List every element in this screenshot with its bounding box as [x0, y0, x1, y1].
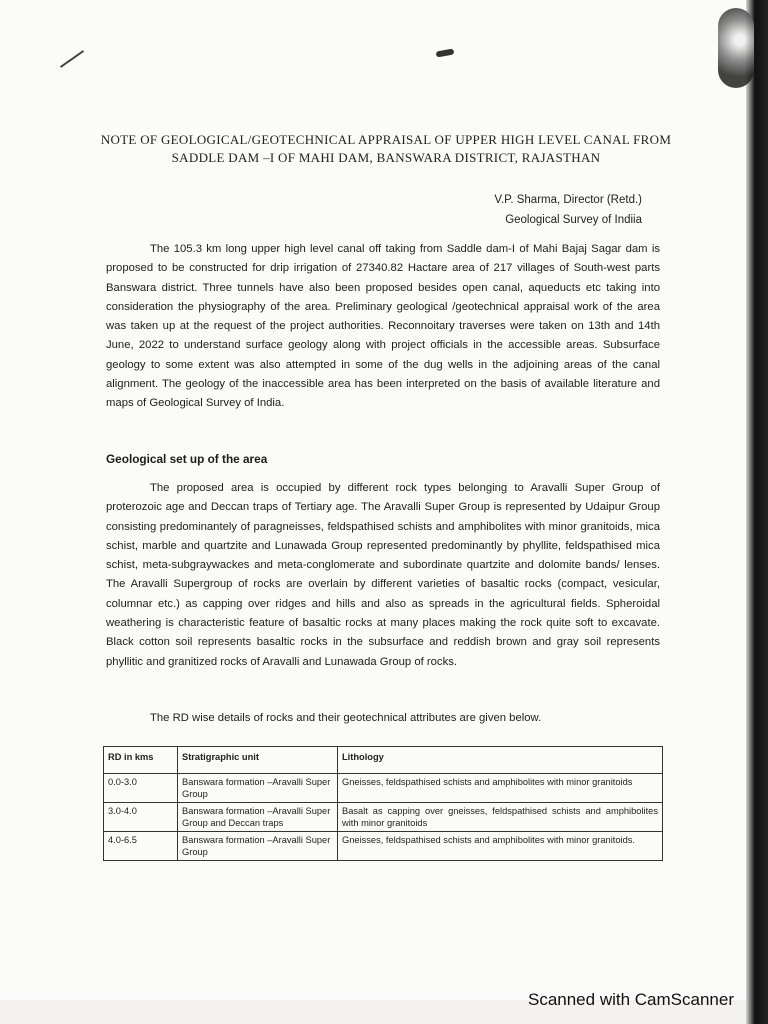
author-block [494, 190, 642, 230]
rd-cell: 3.0-4.0 [104, 803, 178, 832]
ink-smudge [436, 48, 455, 57]
author-name: V.P. Sharma, Director (Retd.) [494, 194, 642, 206]
rd-lithology-table [103, 746, 663, 861]
table-header-row [104, 747, 663, 774]
rd-cell: 4.0-6.5 [104, 832, 178, 861]
binder-clip [718, 8, 754, 88]
lithology-cell: Basalt as capping over gneisses, feldspathised schists and amphibolites with minor granitoids [338, 803, 663, 832]
intro-paragraph [106, 240, 660, 414]
author-organization: Geological Survey of Indiia [505, 214, 642, 226]
stratigraphic-cell: Banswara formation –Aravalli Super Group [178, 774, 338, 803]
stratigraphic-cell: Banswara formation –Aravalli Super Group and Deccan traps [178, 803, 338, 832]
table-row [104, 803, 663, 832]
column-header: RD in kms [104, 747, 178, 774]
document-title: NOTE OF GEOLOGICAL/GEOTECHNICAL APPRAISAL OF UPPER HIGH LEVEL CANAL FROM SADDLE DAM –I OF MAHI DAM, BANSWARA DISTRICT, RAJASTHAN [100, 132, 672, 165]
pen-mark [60, 50, 84, 68]
table-intro-paragraph [106, 709, 660, 728]
rd-cell: 0.0-3.0 [104, 774, 178, 803]
geology-paragraph-text: The proposed area is occupied by different rock types belonging to Aravalli Super Group of proterozoic age and Deccan traps of Tertiary age. The Aravalli Super Group is represented by Udaipur Group consisting predominantely of paragneisses, feldspathised schists and amphibolites with minor granitoids, mica schist, marble and quartzite and Lunawada Group represented predominantly by phyllite, feldspathised mica schist, meta-subgraywackes and meta-conglomerate and subordinate quartzite and dolomite bands/ lenses. The Aravalli Supergroup of rocks are overlain by different varieties of basaltic rocks (compact, vesicular, columnar etc.) as capping over ridges and hills and also as spreads in the agricultural fields. Spheroidal weathering is characteristic feature of basaltic rocks at many places making the rock quite soft to excavate. Black cotton soil represents basaltic rocks in the subsurface and reddish brown and gray soil represents phyllitic and granitized rocks of Aravalli and Lunawada Group of rocks. [106, 482, 660, 668]
stratigraphic-cell: Banswara formation –Aravalli Super Group [178, 832, 338, 861]
table-row [104, 774, 663, 803]
lithology-cell: Gneisses, feldspathised schists and amphibolites with minor granitoids [338, 774, 663, 803]
table-intro-text: The RD wise details of rocks and their geotechnical attributes are given below. [150, 712, 542, 724]
lithology-cell: Gneisses, feldspathised schists and amphibolites with minor granitoids. [338, 832, 663, 861]
column-header: Stratigraphic unit [178, 747, 338, 774]
column-header: Lithology [338, 747, 663, 774]
scanner-watermark: Scanned with CamScanner [527, 990, 734, 1009]
scan-edge-shadow [746, 0, 768, 1024]
table-row [104, 832, 663, 861]
intro-paragraph-text: The 105.3 km long upper high level canal off taking from Saddle dam-I of Mahi Bajaj Sagar dam is proposed to be constructed for drip irrigation of 27340.82 Hactare area of 217 villages of South-west parts Banswara district. Three tunnels have also been proposed besides open canal, aqueducts etc taking into consideration the physiography of the area. Preliminary geological /geotechnical appraisal work of the area was taken up at the request of the project authorities. Reconnoitary traverses were taken on 13th and 14th June, 2022 to understand surface geology along with project officials in the accessible areas. Subsurface geology to some extent was also attempted in some of the dug wells in the adjoining areas of the canal alignment. The geology of the inaccessible area has been interpreted on the basis of available literature and maps of Geological Survey of India. [106, 243, 660, 410]
section-heading: Geological set up of the area [106, 452, 268, 466]
geology-paragraph [106, 479, 660, 672]
